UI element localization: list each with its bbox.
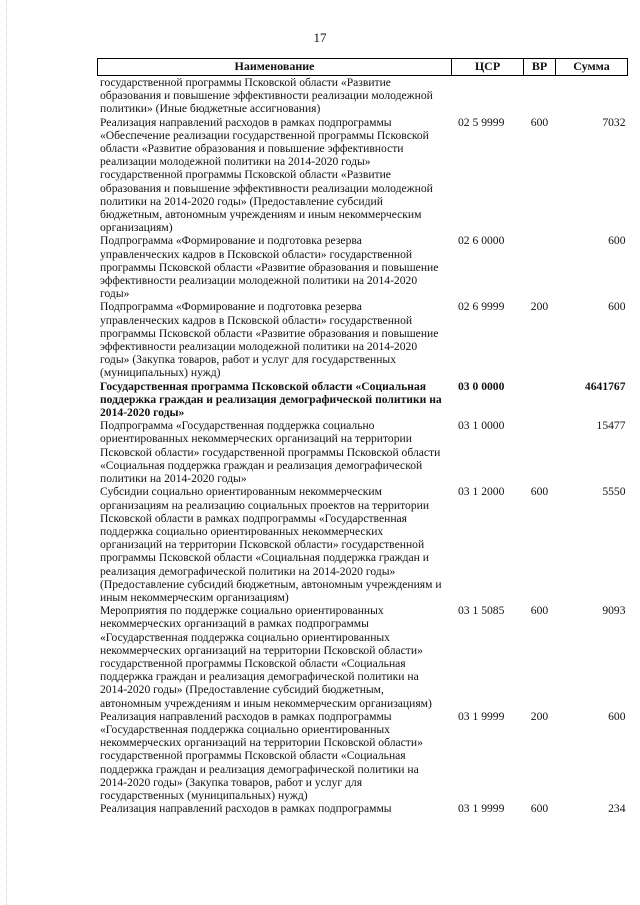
row-csr-cell: 03 1 9999 — [458, 709, 505, 723]
table-row — [98, 710, 628, 802]
row-csr-cell: 02 6 0000 — [458, 234, 505, 248]
row-csr-cell: 03 1 5085 — [458, 604, 505, 618]
table-row — [98, 604, 628, 710]
budget-table — [97, 58, 628, 815]
row-csr-cell — [452, 76, 524, 116]
row-vr-cell — [524, 419, 556, 485]
row-vr-cell — [524, 380, 556, 420]
header-csr: ЦСР — [452, 59, 524, 76]
table-body — [98, 76, 628, 816]
row-name-cell: Реализация направлений расходов в рамках подпрограммы «Обеспечение реализации государственной программы Псковской области «Развитие образования и повышение эффективности реализации молодежной политики на 2014-2020 годы» государственной программы Псковской области «Развитие образования и повышение эффективности реализации молодежной политики на 2014-2020 годы» (Предоставление субсидий бюджетным, автономным учреждениям и иным некоммерческим организациям) — [100, 115, 433, 235]
table-row — [98, 485, 628, 604]
table-row — [98, 76, 628, 116]
row-sum-cell: 7032 — [602, 115, 626, 129]
row-vr-cell: 600 — [530, 115, 549, 129]
row-name-cell: Подпрограмма «Государственная поддержка социально ориентированных некоммерческих организаций на территории Псковской области» государственной программы Псковской области «Социальная поддержка граждан и реализация демографической политики на 2014-2020 годы» — [100, 419, 441, 486]
row-name-cell: Реализация направлений расходов в рамках подпрограммы — [100, 802, 392, 816]
binding-margin-line — [6, 0, 7, 905]
row-name-cell: Государственная программа Псковской области «Социальная поддержка граждан и реализация демографической политики на 2014-2020 годы» — [100, 379, 442, 420]
row-vr-cell: 200 — [530, 709, 549, 723]
table-row — [98, 116, 628, 235]
row-name-cell: Мероприятия по поддержке социально ориентированных некоммерческих организаций в рамках подпрограммы «Государственная поддержка социально ориентированных некоммерческих организаций на территории Псковской области» государственной программы Псковской области «Социальная поддержка граждан и реализация демографической политики на 2014-2020 годы» (Предоставление субсидий бюджетным, автономным учреждениям и иным некоммерческим организациям) — [100, 604, 432, 710]
row-csr-cell: 03 1 2000 — [458, 485, 505, 499]
row-sum-cell: 15477 — [596, 419, 626, 433]
row-vr-cell: 600 — [530, 604, 549, 618]
row-csr-cell: 03 0 0000 — [458, 379, 505, 393]
row-csr-cell: 02 6 9999 — [458, 300, 505, 314]
table-row — [98, 300, 628, 379]
row-csr-cell: 02 5 9999 — [458, 115, 505, 129]
row-vr-cell — [524, 76, 556, 116]
row-vr-cell — [524, 234, 556, 300]
row-sum-cell: 4641767 — [584, 379, 626, 393]
header-name: Наименование — [98, 59, 452, 76]
row-vr-cell: 200 — [530, 300, 549, 314]
row-name-cell: государственной программы Псковской области «Развитие образования и повышение эффективности реализации молодежной политики» (Иные бюджетные ассигнования) — [100, 76, 433, 116]
header-vr: ВР — [524, 59, 556, 76]
row-name-cell: Подпрограмма «Формирование и подготовка резерва управленческих кадров в Псковской области» государственной программы Псковской области «Развитие образования и повышение эффективности реализации молодежной политики на 2014-2020 годы» — [100, 234, 439, 301]
row-name-cell: Реализация направлений расходов в рамках подпрограммы «Государственная поддержка социально ориентированных некоммерческих организаций на территории Псковской области» государственной программы Псковской области «Социальная поддержка граждан и реализация демографической политики на 2014-2020 годы» (Закупка товаров, работ и услуг для государственных (муниципальных) нужд) — [100, 709, 423, 802]
row-name-cell: Субсидии социально ориентированным некоммерческим организациям на реализацию социальных проектов на территории Псковской области в рамках подпрограммы «Государственная поддержка социально ориентированных некоммерческих организаций на территории Псковской области» государственной программы Псковской области «Социальная поддержка граждан и реализация демографической политики на 2014-2020 годы» (Предоставление субсидий бюджетным, автономным учреждениям и иным некоммерческим организациям) — [100, 485, 442, 604]
row-sum-cell: 600 — [608, 709, 626, 723]
header-row — [98, 59, 628, 76]
row-vr-cell: 600 — [530, 802, 549, 816]
table-row — [98, 802, 628, 815]
table-row — [98, 234, 628, 300]
header-sum: Сумма — [556, 59, 628, 76]
row-name-cell: Подпрограмма «Формирование и подготовка резерва управленческих кадров в Псковской области» государственной программы Псковской области «Развитие образования и повышение эффективности реализации молодежной политики на 2014-2020 годы» (Закупка товаров, работ и услуг для государственных (муниципальных) нужд) — [100, 300, 439, 380]
row-csr-cell: 03 1 9999 — [458, 802, 505, 816]
row-sum-cell: 600 — [608, 300, 626, 314]
row-sum-cell: 234 — [608, 802, 626, 816]
row-sum-cell — [556, 76, 628, 116]
row-sum-cell: 5550 — [602, 485, 626, 499]
row-vr-cell: 600 — [530, 485, 549, 499]
row-sum-cell: 600 — [608, 234, 626, 248]
page-number: 17 — [313, 30, 327, 45]
row-sum-cell: 9093 — [602, 604, 626, 618]
table-row — [98, 419, 628, 485]
table-row — [98, 380, 628, 420]
table-header — [98, 59, 628, 76]
row-csr-cell: 03 1 0000 — [458, 419, 505, 433]
